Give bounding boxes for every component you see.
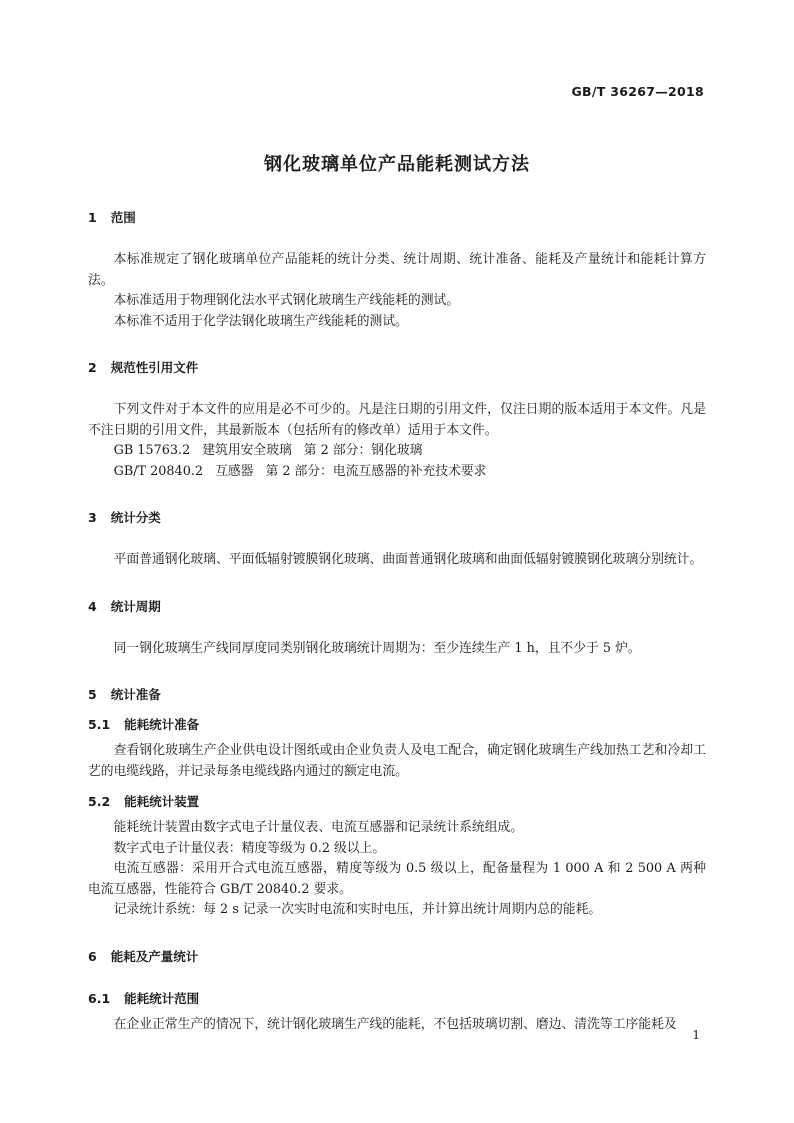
subsection-number: 6.1	[88, 990, 111, 1006]
reference-code: GB/T 20840.2	[113, 463, 204, 479]
subsection-number: 5.1	[88, 717, 111, 732]
page-number: 1	[692, 1028, 700, 1042]
document-title: 钢化玻璃单位产品能耗测试方法	[264, 154, 530, 175]
reference-part: 第 2 部分：钢化玻璃	[303, 443, 423, 458]
section-2-heading	[88, 358, 706, 378]
subsection-5-1-heading	[88, 715, 706, 735]
section-number: 2	[88, 360, 97, 375]
paragraph: 能耗统计装置由数字式电子计量仪表、电流互感器和记录统计系统组成。	[113, 820, 524, 835]
reference-entry	[88, 441, 706, 462]
reference-title: 建筑用安全玻璃	[202, 443, 292, 458]
paragraph: 查看钢化玻璃生产企业供电设计图纸或由企业负责人及电工配合，确定钢化玻璃生产线加热工艺和冷却工艺的电缆线路，并记录每条电缆线路内通过的额定电流。	[88, 743, 706, 779]
section-3-heading	[88, 508, 706, 528]
subsection-6-1-heading	[88, 989, 706, 1009]
section-title: 能耗及产量统计	[110, 948, 199, 964]
subsection-title: 能耗统计准备	[124, 717, 200, 732]
paragraph: 平面普通钢化玻璃、平面低辐射镀膜钢化玻璃、曲面普通钢化玻璃和曲面低辐射镀膜钢化玻璃分别统计。	[113, 552, 703, 567]
section-4-heading	[88, 597, 706, 617]
paragraph: 本标准不适用于化学法钢化玻璃生产线能耗的测试。	[113, 313, 408, 329]
section-title: 统计周期	[110, 598, 161, 614]
section-6-heading	[88, 947, 706, 967]
section-title: 范围	[110, 210, 136, 225]
section-title: 统计准备	[110, 687, 161, 702]
reference-entry	[88, 462, 706, 483]
section-number: 3	[88, 510, 97, 525]
section-1-heading	[88, 208, 706, 228]
paragraph: 在企业正常生产的情况下，统计钢化玻璃生产线的能耗，不包括玻璃切割、磨边、清洗等工序能耗及	[113, 1016, 677, 1032]
paragraph: 记录统计系统：每 2 s 记录一次实时电流和实时电压，并计算出统计周期内总的能耗。	[113, 902, 602, 917]
subsection-title: 能耗统计范围	[124, 990, 200, 1006]
paragraph: 本标准规定了钢化玻璃单位产品能耗的统计分类、统计周期、统计准备、能耗及产量统计和能耗计算方法。	[88, 252, 706, 288]
paragraph: 电流互感器：采用开合式电流互感器，精度等级为 0.5 级以上，配备量程为 1 000 A 和 2 500 A 两种电流互感器，性能符合 GB/T 20840.2 要求。	[88, 861, 706, 897]
document-body	[88, 208, 706, 1035]
subsection-5-2-heading	[88, 792, 706, 812]
section-number: 5	[88, 687, 97, 702]
section-number: 4	[88, 598, 97, 614]
paragraph: 下列文件对于本文件的应用是必不可少的。凡是注日期的引用文件，仅注日期的版本适用于本文件。凡是不注日期的引用文件，其最新版本（包括所有的修改单）适用于本文件。	[88, 402, 706, 438]
subsection-number: 5.2	[88, 794, 111, 809]
reference-code: GB 15763.2	[113, 443, 191, 458]
section-number: 1	[88, 210, 97, 225]
paragraph: 数字式电子计量仪表：精度等级为 0.2 级以上。	[113, 840, 386, 856]
standard-code: GB/T 36267—2018	[571, 84, 704, 99]
section-number: 6	[88, 948, 97, 964]
subsection-title: 能耗统计装置	[124, 794, 200, 809]
section-title: 统计分类	[110, 510, 161, 525]
section-5-heading	[88, 685, 706, 705]
reference-part: 第 2 部分：电流互感器的补充技术要求	[265, 463, 487, 479]
section-title: 规范性引用文件	[110, 360, 199, 375]
paragraph: 同一钢化玻璃生产线同厚度同类别钢化玻璃统计周期为：至少连续生产 1 h，且不少于 5 炉。	[113, 640, 641, 656]
paragraph: 本标准适用于物理钢化法水平式钢化玻璃生产线能耗的测试。	[113, 293, 460, 308]
reference-title: 互感器	[215, 463, 254, 479]
